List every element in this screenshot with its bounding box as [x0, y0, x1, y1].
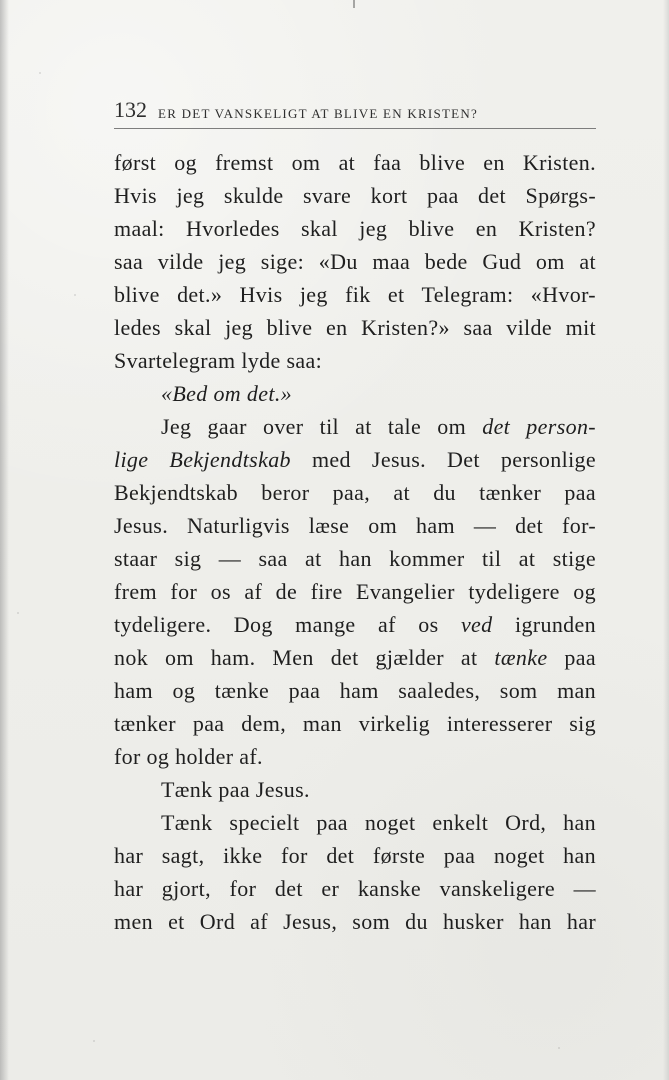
text-segment: Jeg gaar over til at tale om [161, 414, 483, 439]
text-line: maal: Hvorledes skal jeg blive en Kristen? [114, 216, 596, 241]
text-line: ledes skal jeg blive en Kristen?» saa vilde mit [114, 315, 596, 340]
text-line [114, 443, 596, 476]
text-segment: tydeligere. Dog mange af os [114, 612, 461, 637]
text-line: Svartelegram lyde saa: [114, 348, 323, 373]
text-line [114, 608, 596, 641]
text-line: Bekjendtskab beror paa, at du tænker paa [114, 480, 596, 505]
text-line: Hvis jeg skulde svare kort paa det Spørgs- [114, 183, 596, 208]
scan-mark [353, 0, 355, 8]
paper-speck [93, 1040, 95, 1042]
italic-term: tænke [494, 645, 548, 670]
italic-term: lige Bekjendtskab [114, 447, 291, 472]
text-segment: nok om ham. Men det gjælder at [114, 645, 495, 670]
text-line: blive det.» Hvis jeg fik et Telegram: «Hvor- [114, 282, 596, 307]
running-title: ER DET VANSKELIGT AT BLIVE EN KRISTEN? [158, 106, 479, 121]
text-line: har sagt, ikke for det første paa noget han [114, 843, 596, 868]
page-right-edge [663, 0, 669, 1080]
text-line: har gjort, for det er kanske vanskeligere — [114, 876, 596, 901]
text-segment: igrunden [492, 612, 596, 637]
text-line: saa vilde jeg sige: «Du maa bede Gud om at [114, 249, 596, 274]
page-number: 132 [114, 97, 147, 122]
text-segment: paa [547, 645, 596, 670]
italic-term: ved [460, 612, 493, 637]
paper-speck [17, 612, 19, 614]
text-line [114, 641, 596, 674]
text-segment: med Jesus. Det personlige [290, 447, 596, 472]
text-line: for og holder af. [114, 744, 263, 769]
text-line: Tænk paa Jesus. [161, 777, 310, 802]
paper-speck [74, 294, 76, 296]
text-line: staar sig — saa at han kommer til at stige [114, 546, 596, 571]
paper-speck [558, 1047, 560, 1049]
text-line: Tænk specielt paa noget enkelt Ord, han [161, 810, 596, 835]
page-header [114, 98, 596, 129]
text-line: frem for os af de fire Evangelier tydeligere og [114, 579, 596, 604]
text-line: men et Ord af Jesus, som du husker han har [114, 909, 596, 934]
page-gutter-shadow [0, 0, 9, 1080]
text-line: tænker paa dem, man virkelig interesserer sig [114, 711, 596, 736]
text-line: først og fremst om at faa blive en Kristen. [114, 150, 596, 175]
italic-quote-line: «Bed om det.» [161, 381, 293, 406]
text-line: Jesus. Naturligvis læse om ham — det for- [114, 513, 596, 538]
text-line [114, 410, 596, 443]
text-line: ham og tænke paa ham saaledes, som man [114, 678, 596, 703]
paper-speck [39, 72, 41, 74]
italic-term: det person- [482, 414, 596, 439]
